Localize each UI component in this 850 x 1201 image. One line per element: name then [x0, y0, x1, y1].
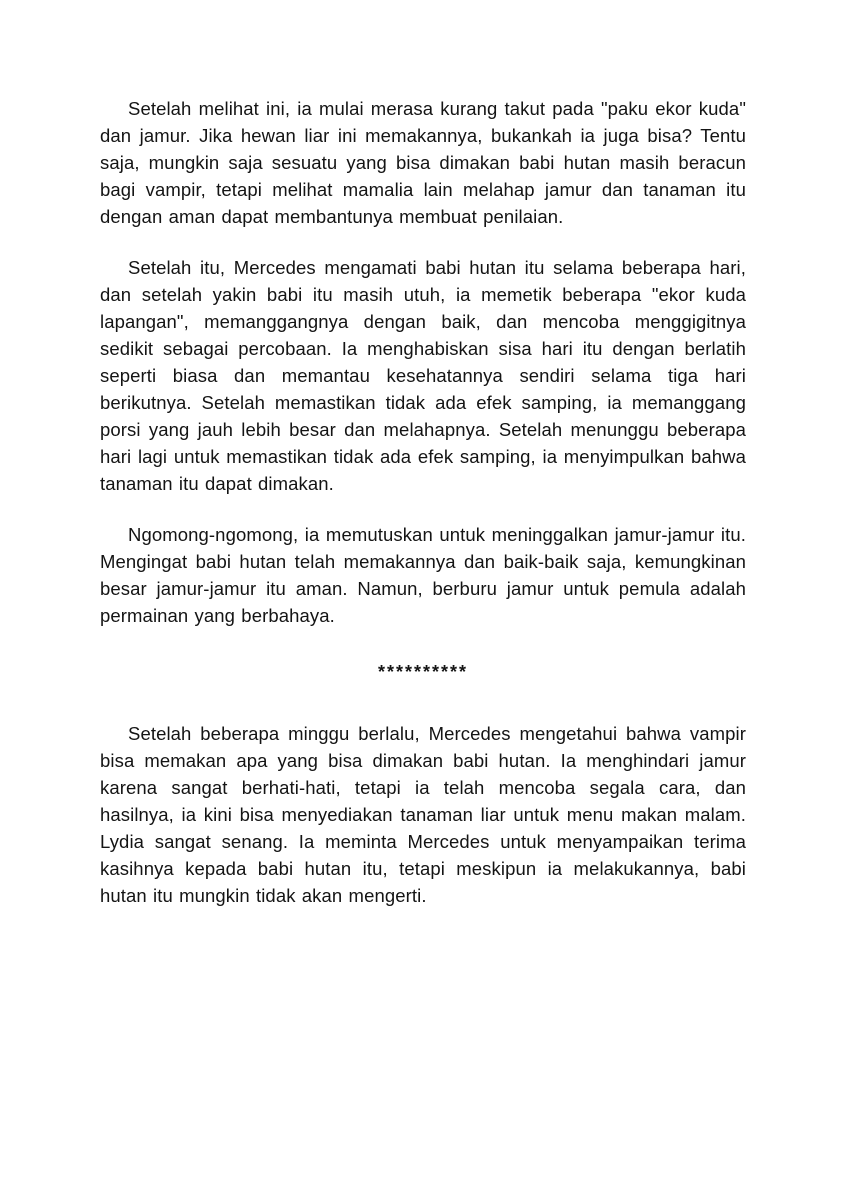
scene-break-separator: ********** — [377, 662, 469, 682]
paragraph-4: Setelah beberapa minggu berlalu, Mercedes mengetahui bahwa vampir bisa memakan apa yang bisa dimakan babi hutan. Ia menghindari jamur karena sangat berhati-hati, tetapi ia telah mencoba segala cara, dan hasilnya, ia kini bisa menyediakan tanaman liar untuk menu makan malam. Lydia sangat senang. Ia meminta Mercedes untuk menyampaikan terima kasihnya kepada babi hutan itu, tetapi meskipun ia melakukannya, babi hutan itu mungkin tidak akan mengerti. — [100, 723, 746, 906]
paragraph-3: Ngomong-ngomong, ia memutuskan untuk meninggalkan jamur-jamur itu. Mengingat babi hutan telah memakannya dan baik-baik saja, kemungkinan besar jamur-jamur itu aman. Namun, berburu jamur untuk pemula adalah permainan yang berbahaya. — [100, 524, 746, 626]
paragraph-2: Setelah itu, Mercedes mengamati babi hutan itu selama beberapa hari, dan setelah yakin babi itu masih utuh, ia memetik beberapa "ekor kuda lapangan", memanggangnya dengan baik, dan mencoba menggigitnya sedikit sebagai percobaan. Ia menghabiskan sisa hari itu dengan berlatih seperti biasa dan memantau kesehatannya sendiri selama tiga hari berikutnya. Setelah memastikan tidak ada efek samping, ia memanggang porsi yang jauh lebih besar dan melahapnya. Setelah menunggu beberapa hari lagi untuk memastikan tidak ada efek samping, ia menyimpulkan bahwa tanaman itu dapat dimakan. — [100, 257, 746, 494]
paragraph-1: Setelah melihat ini, ia mulai merasa kurang takut pada "paku ekor kuda" dan jamur. Jika hewan liar ini memakannya, bukankah ia juga bisa? Tentu saja, mungkin saja sesuatu yang bisa dimakan babi hutan masih beracun bagi vampir, tetapi melihat mamalia lain melahap jamur dan tanaman itu dengan aman dapat membantunya membuat penilaian. — [100, 98, 746, 227]
